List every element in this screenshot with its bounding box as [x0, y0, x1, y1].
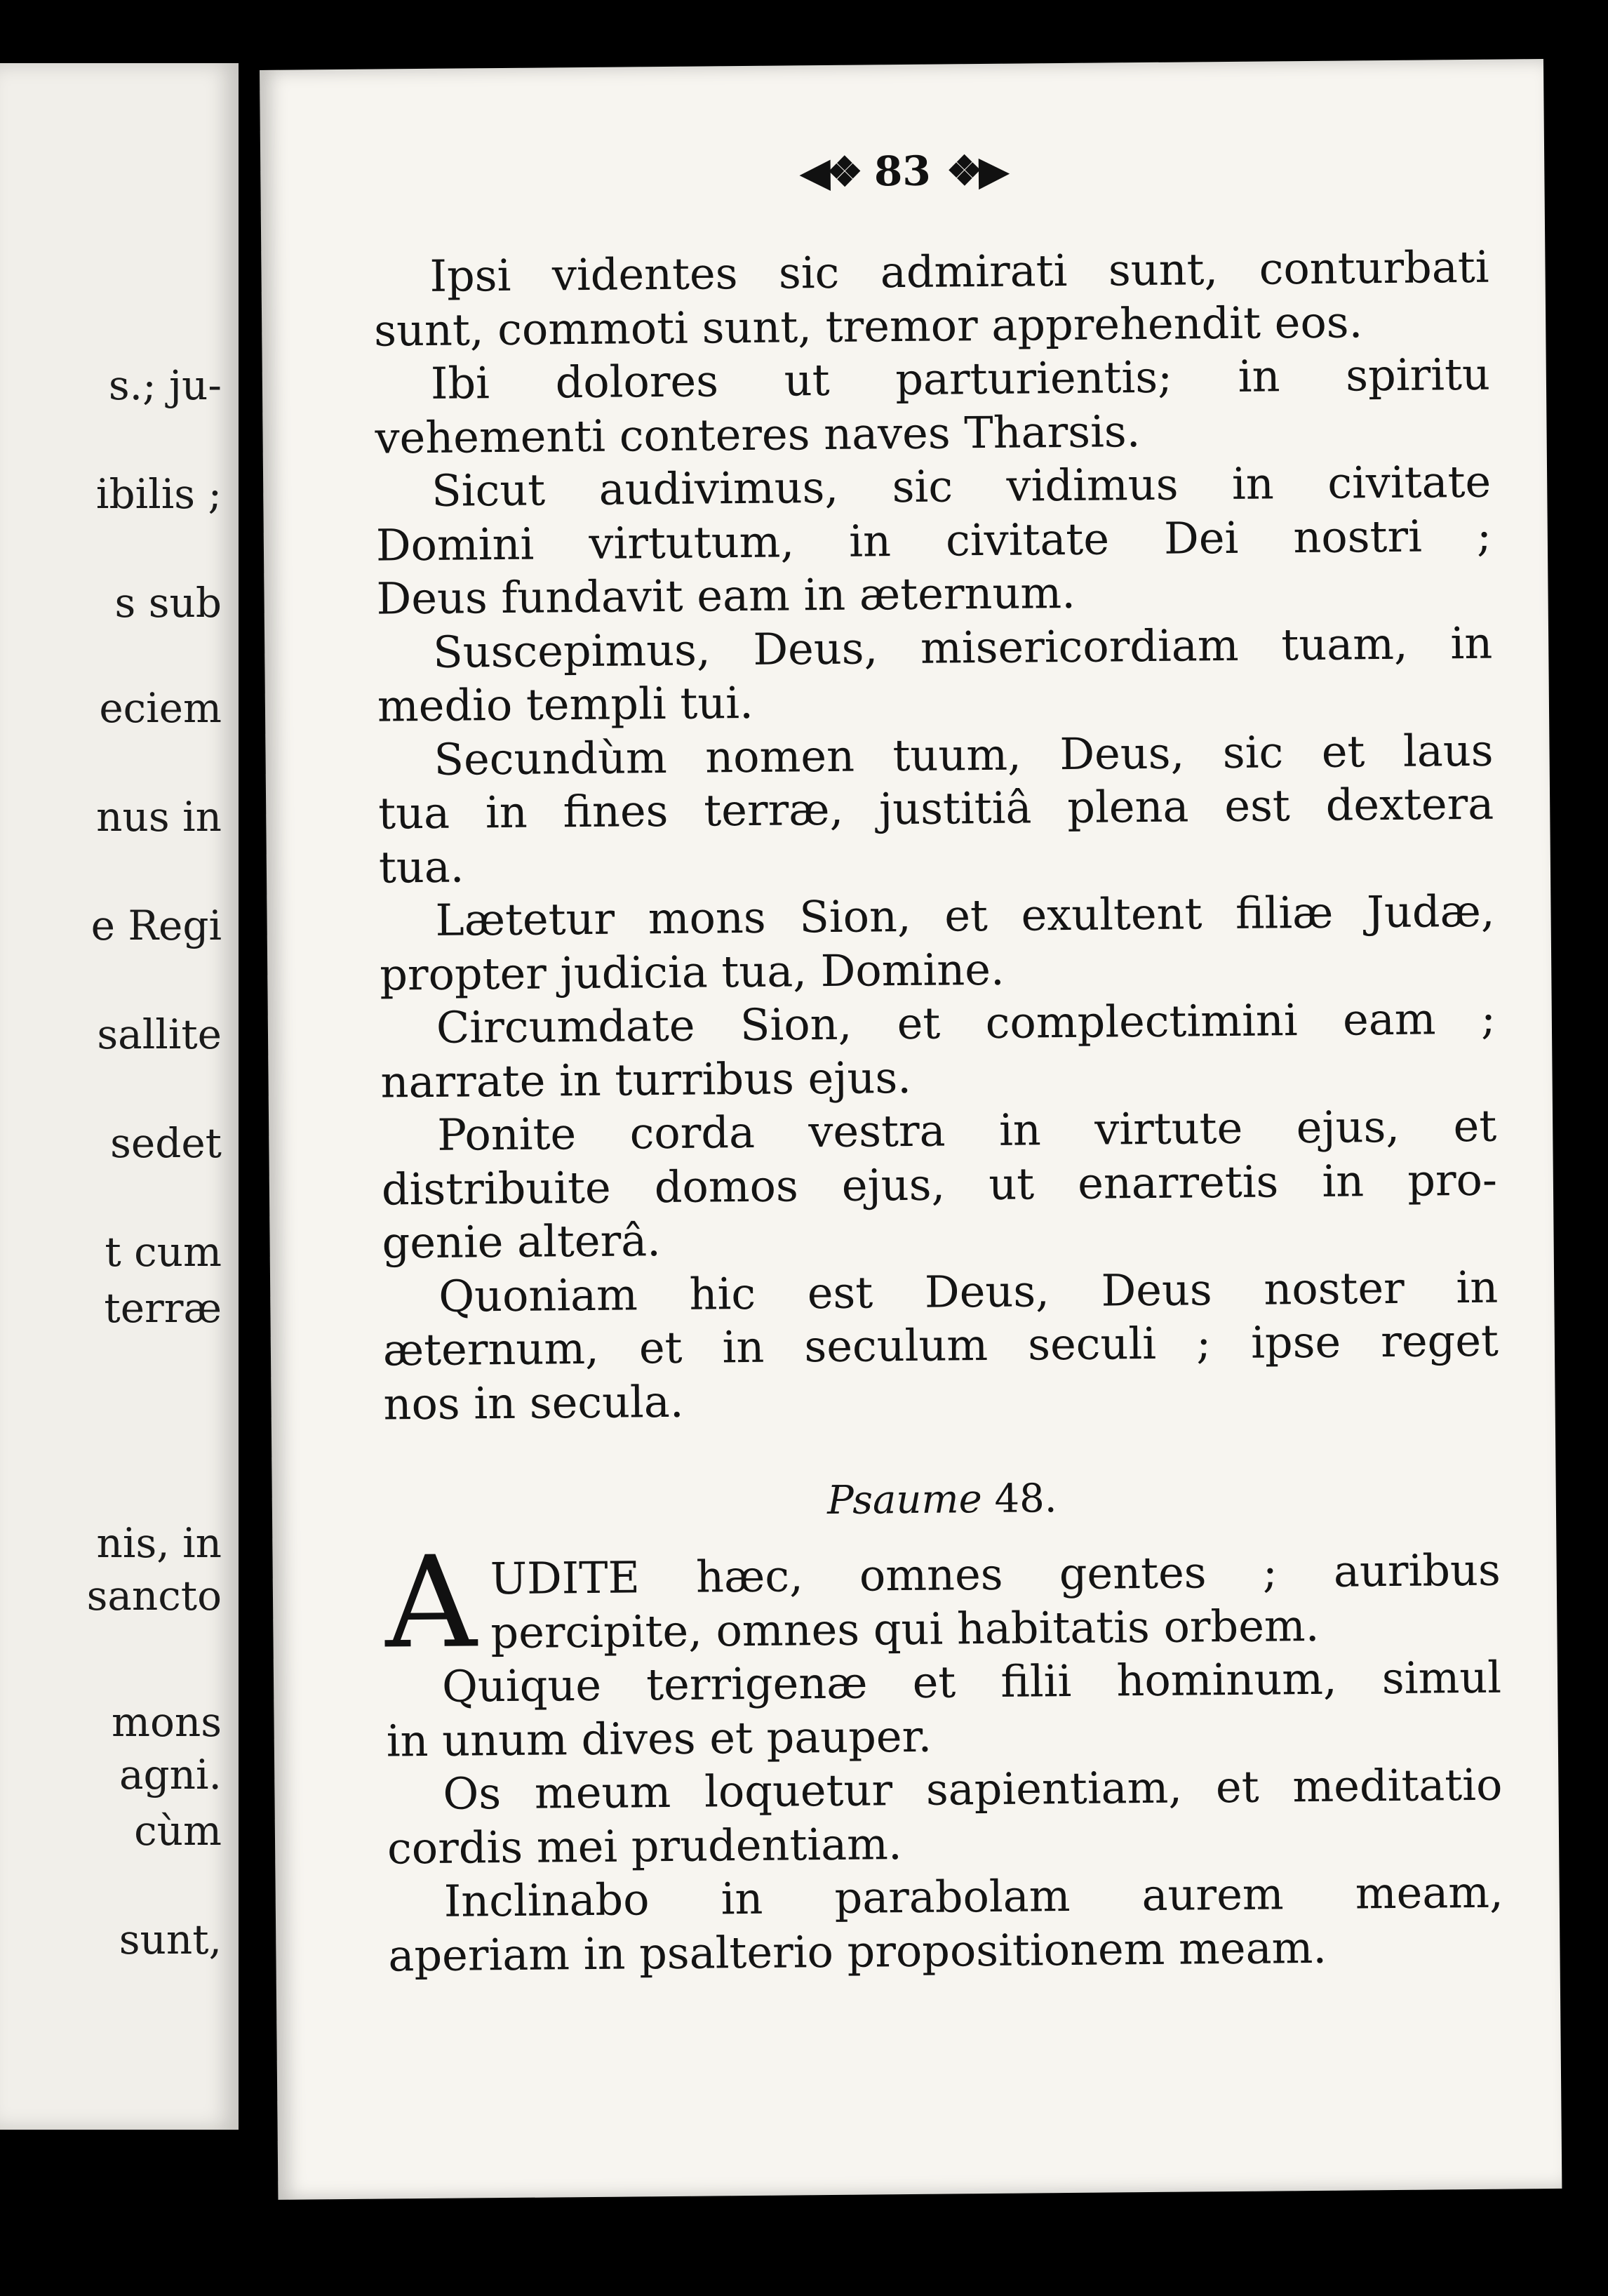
- psalm-opening: [384, 1529, 1501, 1677]
- verse-line: distribuite domos ejus, ut enarretis in pro-: [381, 1154, 1498, 1215]
- verse-line: Deus fundavit eam in æternum.: [376, 566, 1076, 625]
- left-page-line: sunt,: [119, 1916, 222, 1963]
- verse-line: Os meum loquetur sapientiam, et meditatio: [443, 1758, 1503, 1820]
- left-page-line: sallite: [97, 1010, 222, 1058]
- verse-line: æternum, et in seculum seculi ; ipse reget: [382, 1314, 1499, 1376]
- verse-line: Circumdate Sion, et complectimini eam ;: [436, 992, 1496, 1053]
- verse-line: medio templi tui.: [377, 676, 754, 732]
- left-page-line: s sub: [114, 579, 222, 627]
- left-page-line: cùm: [134, 1807, 222, 1855]
- verse-line: propter judicia tua, Domine.: [379, 943, 1005, 1001]
- psalm-label: Psaume: [826, 1476, 982, 1524]
- previous-page-fragment: [0, 63, 239, 2130]
- drop-cap: A: [384, 1529, 477, 1677]
- psalm-number: 48.: [994, 1476, 1057, 1522]
- verse-line: Quique terrigenæ et filii hominum, simul: [441, 1651, 1502, 1712]
- left-page-line: nis, in: [96, 1519, 222, 1567]
- verse-line: Lætetur mons Sion, et exultent filiæ Judæ,: [435, 885, 1495, 946]
- verse-line: in unum dives et pauper.: [386, 1710, 932, 1767]
- verse-line: narrate in turribus ejus.: [380, 1051, 912, 1108]
- left-page-line: nus in: [96, 793, 222, 841]
- verse-line: Sicut audivimus, sic vidimus in civitate: [431, 455, 1492, 516]
- left-page-line: ibilis ;: [95, 470, 222, 518]
- page-number: 83: [873, 147, 931, 196]
- left-page-line: e Regi: [91, 902, 222, 949]
- verse-line: UDITE hæc, omnes gentes ; auribus: [490, 1544, 1501, 1605]
- right-fleuron-icon: ❖▶: [946, 146, 1006, 195]
- verse-line: tua.: [378, 841, 464, 893]
- page-header: [260, 142, 1545, 201]
- verse-line: aperiam in psalterio propositionem meam.: [388, 1921, 1327, 1981]
- verse-line: sunt, commoti sunt, tremor apprehendit eos.: [373, 295, 1363, 356]
- verse-line: Ibi dolores ut parturientis; in spiritu: [430, 348, 1491, 409]
- left-page-line: eciem: [99, 684, 222, 732]
- verse-line: Ponite corda vestra in virtute ejus, et: [436, 1100, 1497, 1161]
- verse-line: percipite, omnes qui habitatis orbem.: [490, 1599, 1320, 1658]
- verse-line: Domini virtutum, in civitate Dei nostri ;: [375, 509, 1492, 571]
- verse-line: Ipsi videntes sic admirati sunt, conturbati: [429, 241, 1489, 302]
- verse-line: vehementi conteres naves Tharsis.: [375, 405, 1141, 464]
- verse-line: Quoniam hic est Deus, Deus noster in: [438, 1261, 1499, 1322]
- left-page-line: sedet: [110, 1119, 222, 1167]
- left-fleuron-icon: ◀❖: [799, 147, 859, 196]
- left-page-line: t cum: [105, 1228, 222, 1276]
- verse-line: cordis mei prudentiam.: [387, 1817, 902, 1874]
- book-page: [260, 59, 1562, 2200]
- verse-line: Inclinabo in parabolam aurem meam,: [443, 1866, 1504, 1927]
- psalm-heading: [384, 1464, 1500, 1537]
- verse-line: Suscepimus, Deus, misericordiam tuam, in: [432, 617, 1493, 678]
- left-page-line: terræ: [104, 1284, 222, 1332]
- page-body: [373, 241, 1503, 1983]
- verse-line: genie alterâ.: [382, 1215, 662, 1269]
- left-page-line: agni.: [119, 1751, 222, 1798]
- left-page-line: s.; ju-: [108, 361, 222, 409]
- left-page-line: sancto: [86, 1572, 222, 1620]
- verse-line: tua in fines terræ, justitiâ plena est dextera: [377, 777, 1494, 839]
- left-page-line: mons: [111, 1698, 222, 1746]
- verse-line: nos in secula.: [383, 1375, 684, 1430]
- verse-line: Secundùm nomen tuum, Deus, sic et laus: [434, 724, 1494, 785]
